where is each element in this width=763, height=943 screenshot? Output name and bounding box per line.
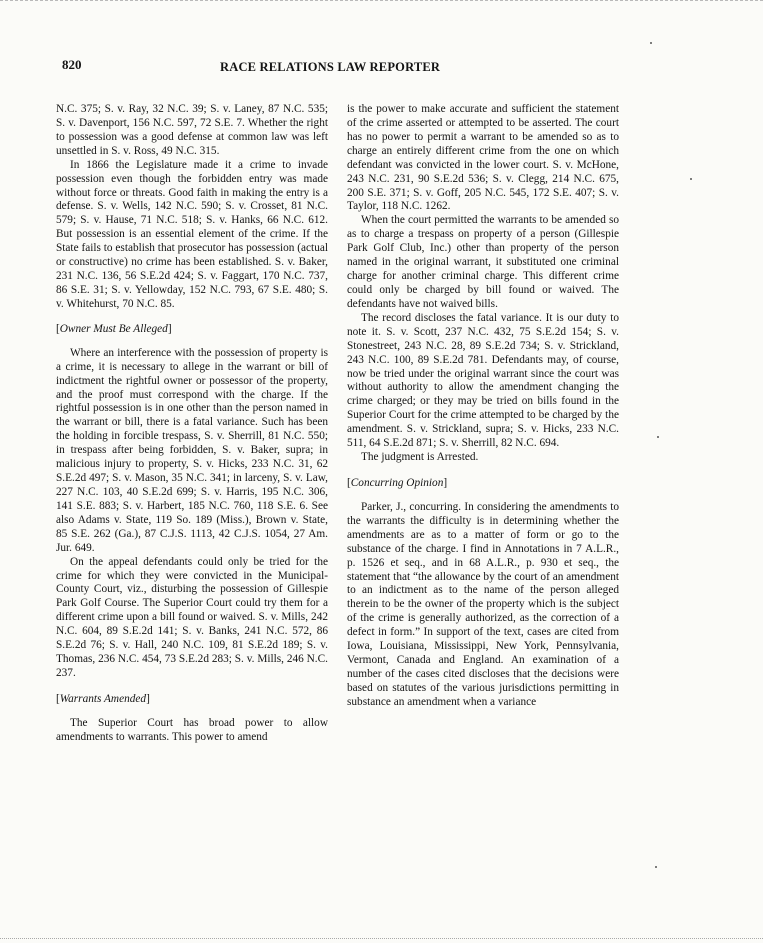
heading-owner-must-be-alleged: [Owner Must Be Alleged]: [56, 322, 172, 335]
heading-owner-must-be-alleged-text: Owner Must Be Alleged: [59, 322, 168, 335]
scan-speck: [690, 178, 692, 180]
heading-concurring-opinion-text: Concurring Opinion: [350, 476, 444, 489]
scan-speck: [650, 42, 652, 44]
right-paragraph-5: Parker, J., concurring. In considering the amendments to the warrants the difficulty is in determining whether the amendments are as to a matter of form or go to the substance of the charge. I find in Annotations in 7 A.L.R., p. 1526 et seq., and in 68 A.L.R., p. 930 et seq., the statement that “the allowance by the court of an amendment to an indictment as to the name of the person alleged therein to be the owner of the property which is the subject of the crime is generally authorized, as the correction of a defect in form.” In support of the text, cases are cited from Iowa, Louisiana, Mississippi, New York, Pennsylvania, Vermont, Canada and England. An examination of a number of the cases cited discloses that the decisions were based on statutes of the various jurisdictions permitting in substance an amendment when a variance: [347, 500, 619, 708]
left-paragraph-1: N.C. 375; S. v. Ray, 32 N.C. 39; S. v. Laney, 87 N.C. 535; S. v. Davenport, 156 N.C. 597, 72 S.E. 7. Whether the right to possession was a good defense at common law was left unsettled in S. v. Ross, 49 N.C. 315.: [56, 103, 328, 157]
heading-warrants-amended: [Warrants Amended]: [56, 692, 150, 705]
left-paragraph-5: The Superior Court has broad power to allow amendments to warrants. This power to amend: [56, 716, 328, 743]
running-head: RACE RELATIONS LAW REPORTER: [220, 60, 441, 74]
left-column: [56, 103, 328, 745]
right-paragraph-3: The record discloses the fatal variance. It is our duty to note it. S. v. Scott, 237 N.C. 432, 75 S.E.2d 154; S. v. Stonestreet, 243 N.C. 28, 89 S.E.2d 734; S. v. Strickland, 243 N.C. 100, 89 S.E.2d 781. Defendants may, of course, now be tried under the original warrant since the court was without authority to allow the amendment changing the crime charged; or they may be tried on bills found in the Superior Court for the crime attempted to be charged by the amendment. S. v. Strickland, supra; S. v. Hicks, 233 N.C. 511, 64 S.E.2d 871; S. v. Sherrill, 82 N.C. 694.: [347, 311, 619, 450]
judgment-line: The judgment is Arrested.: [361, 451, 479, 464]
left-paragraph-2: In 1866 the Legislature made it a crime to invade possession even though the forbidden entry was made without force or threats. Good faith in making the entry is a defense. S. v. Wells, 142 N.C. 590; S. v. Crosset, 81 N.C. 579; S. v. Hause, 71 N.C. 518; S. v. Hanks, 66 N.C. 612. But possession is an essential element of the crime. If the State fails to establish that prosecutor has possession (actual or constructive) no crime has been established. S. v. Baker, 231 N.C. 136, 56 S.E.2d 424; S. v. Faggart, 170 N.C. 737, 86 S.E. 31; S. v. Yellowday, 152 N.C. 793, 67 S.E. 480; S. v. Whitehurst, 70 N.C. 85.: [56, 158, 328, 310]
heading-concurring-opinion: [Concurring Opinion]: [347, 476, 448, 489]
left-paragraph-3: Where an interference with the possession of property is a crime, it is necessary to allege in the warrant or bill of indictment the rightful owner or possessor of the property, and the proof must correspond with the charge. If the rightful possession is in one other than the person named in the warrant or bill, there is a fatal variance. Such has been the holding in forcible trespass, S. v. Sherrill, 81 N.C. 550; in trespass after being forbidden, S. v. Baker, supra; in malicious injury to property, S. v. Hicks, 233 N.C. 31, 62 S.E.2d 497; S. v. Mason, 35 N.C. 341; in larceny, S. v. Law, 227 N.C. 103, 40 S.E.2d 699; S. v. Harris, 195 N.C. 306, 141 S.E. 883; S. v. Harbert, 185 N.C. 760, 118 S.E. 6. See also Adams v. State, 119 So. 189 (Miss.), Brown v. State, 85 S.E. 262 (Ga.), 87 C.J.S. 1113, 42 C.J.S. 1054, 27 Am. Jur. 649.: [56, 346, 328, 554]
heading-warrants-amended-text: Warrants Amended: [59, 692, 147, 705]
right-paragraph-1: is the power to make accurate and sufficient the statement of the crime asserted or attempted to be asserted. The court has no power to permit a warrant to be amended so as to charge an entirely different crime from the one on which defendant was convicted in the lower court. S. v. McHone, 243 N.C. 231, 90 S.E.2d 536; S. v. Clegg, 214 N.C. 675, 200 S.E. 371; S. v. Goff, 205 N.C. 545, 172 S.E. 407; S. v. Taylor, 118 N.C. 1262.: [347, 103, 619, 213]
right-column: [347, 103, 619, 710]
scan-speck: [657, 436, 659, 438]
left-paragraph-4: On the appeal defendants could only be tried for the crime for which they were convicted in the Municipal-County Court, viz., disturbing the possession of Gillespie Park Golf Course. The Superior Court could try them for a different crime upon a bill found or waived. S. v. Mills, 242 N.C. 604, 89 S.E.2d 141; S. v. Banks, 241 N.C. 572, 86 S.E.2d 76; S. v. Hall, 240 N.C. 109, 81 S.E.2d 189; S. v. Thomas, 236 N.C. 454, 73 S.E.2d 283; S. v. Mills, 246 N.C. 237.: [56, 555, 328, 679]
page-number: 820: [62, 57, 82, 72]
right-paragraph-2: When the court permitted the warrants to be amended so as to charge a trespass on property of a person (Gillespie Park Golf Club, Inc.) other than property of the person named in the original warrant, it substituted one criminal charge for another criminal charge. This different crime could only be charged by bill found or waived. The defendants have not waived bills.: [347, 214, 619, 310]
scan-top-edge: [0, 0, 763, 1]
scan-bottom-edge: [0, 938, 763, 939]
scan-speck: [655, 866, 657, 868]
